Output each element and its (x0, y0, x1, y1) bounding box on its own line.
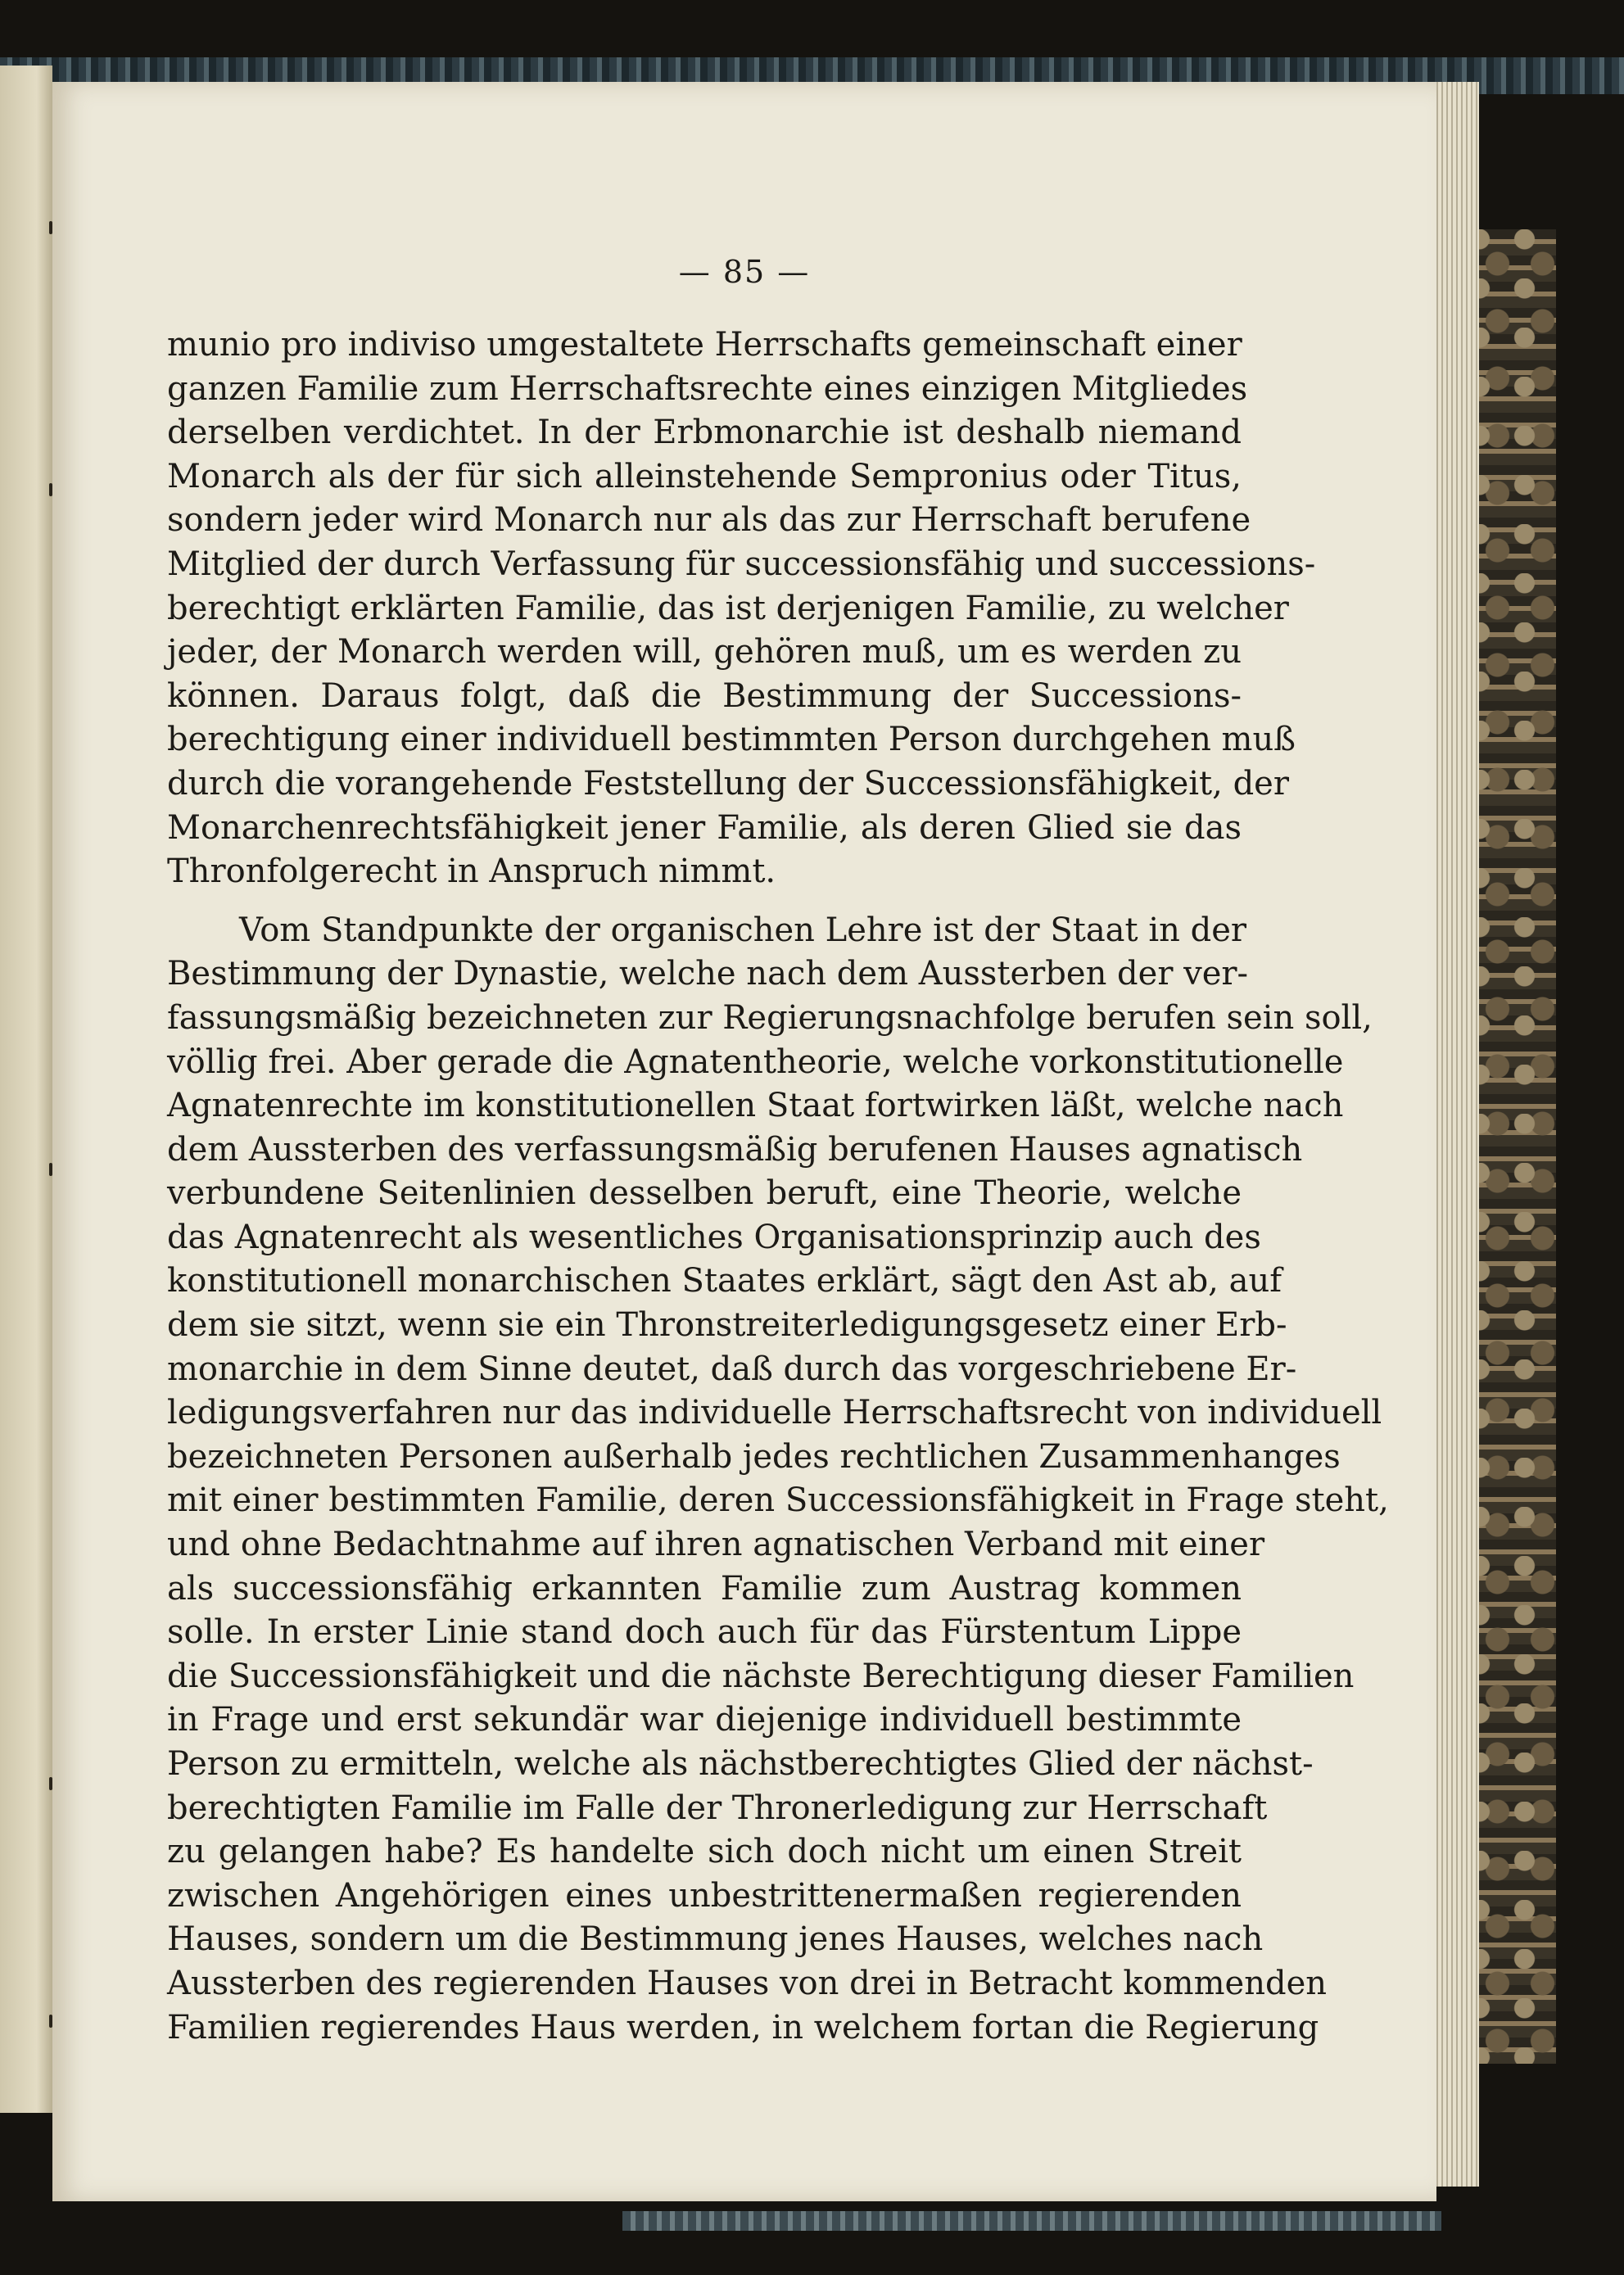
text-line: und ohne Bedachtnahme auf ihren agnatischen Verband mit einer (167, 1526, 1265, 1564)
paragraph-1 (167, 323, 1316, 894)
text-line: konstitutionell monarchischen Staates erklärt, sägt den Ast ab, auf (167, 1262, 1282, 1300)
text-line: dem sie sitzt, wenn sie ein Thronstreiterledigungsgesetz einer Erb- (167, 1306, 1287, 1345)
margin-mark (49, 221, 52, 234)
page-number: — 85 — (678, 254, 811, 290)
text-line: Familien regierendes Haus werden, in welchem fortan die Regierung (167, 2008, 1319, 2047)
text-line: durch die vorangehende Feststellung der Successionsfähigkeit, der (167, 764, 1289, 803)
text-line: berechtigung einer individuell bestimmten Person durchgehen muß (167, 721, 1296, 759)
text-line: die Successionsfähigkeit und die nächste Berechtigung dieser Familien (167, 1657, 1355, 1695)
text-line: Aussterben des regierenden Hauses von drei in Betracht kommenden (167, 1964, 1327, 2002)
book-cover-bottom-edge (622, 2211, 1441, 2231)
marbled-book-edge (1466, 229, 1556, 2064)
text-line: völlig frei. Aber gerade die Agnatentheorie, welche vorkonstitutionelle (167, 1043, 1344, 1081)
text-line: monarchie in dem Sinne deutet, daß durch das vorgeschriebene Er- (167, 1350, 1297, 1388)
text-line: Thronfolgerecht in Anspruch nimmt. (167, 853, 776, 891)
text-line: in Frage und erst sekundär war diejenige individuell bestimmte (167, 1701, 1242, 1739)
page-body-text (167, 323, 1389, 2050)
margin-mark (49, 483, 52, 496)
text-line: das Agnatenrecht als wesentliches Organisationsprinzip auch des (167, 1218, 1261, 1256)
text-line: können. Daraus folgt, daß die Bestimmung der Successions- (167, 676, 1242, 715)
text-line: sondern jeder wird Monarch nur als das zur Herrschaft berufene (167, 501, 1251, 540)
text-line: solle. In erster Linie stand doch auch für das Fürstentum Lippe (167, 1613, 1242, 1652)
book-page (52, 82, 1436, 2201)
text-line: Monarch als der für sich alleinstehende Sempronius oder Titus, (167, 457, 1242, 495)
text-line: Mitglied der durch Verfassung für successionsfähig und successions- (167, 545, 1316, 583)
text-line: munio pro indiviso umgestaltete Herrschafts gemeinschaft einer (167, 326, 1242, 364)
text-line: Bestimmung der Dynastie, welche nach dem Aussterben der ver- (167, 955, 1249, 993)
text-line: ganzen Familie zum Herrschaftsrechte eines einzigen Mitgliedes (167, 369, 1248, 408)
text-line: fassungsmäßig bezeichneten zur Regierungsnachfolge berufen sein soll, (167, 998, 1373, 1037)
text-line: verbundene Seitenlinien desselben beruft, eine Theorie, welche (167, 1174, 1242, 1213)
text-line: Hauses, sondern um die Bestimmung jenes Hauses, welches nach (167, 1920, 1264, 1959)
page-stack-edges (1433, 82, 1479, 2187)
text-line: Vom Standpunkte der organischen Lehre ist der Staat in der (239, 911, 1246, 949)
text-line: als successionsfähig erkannten Familie zum Austrag kommen (167, 1569, 1242, 1608)
text-line: mit einer bestimmten Familie, deren Successionsfähigkeit in Frage steht, (167, 1481, 1389, 1520)
text-line: Person zu ermitteln, welche als nächstberechtigtes Glied der nächst- (167, 1745, 1314, 1783)
paragraph-2 (167, 909, 1389, 2050)
text-line: dem Aussterben des verfassungsmäßig berufenen Hauses agnatisch (167, 1130, 1303, 1169)
text-line: jeder, der Monarch werden will, gehören muß, um es werden zu (167, 633, 1242, 672)
text-line: zu gelangen habe? Es handelte sich doch nicht um einen Streit (167, 1833, 1242, 1871)
text-line: zwischen Angehörigen eines unbestrittenermaßen regierenden (167, 1876, 1242, 1915)
margin-mark (49, 1163, 52, 1176)
text-line: bezeichneten Personen außerhalb jedes rechtlichen Zusammenhanges (167, 1437, 1341, 1476)
margin-mark (49, 2015, 52, 2028)
text-line: derselben verdichtet. In der Erbmonarchie ist deshalb niemand (167, 414, 1242, 452)
text-line: Monarchenrechtsfähigkeit jener Familie, als deren Glied sie das (167, 808, 1242, 847)
text-line: berechtigt erklärten Familie, das ist derjenigen Familie, zu welcher (167, 589, 1289, 627)
text-line: Agnatenrechte im konstitutionellen Staat fortwirken läßt, welche nach (167, 1087, 1344, 1125)
text-line: berechtigten Familie im Falle der Thronerledigung zur Herrschaft (167, 1789, 1268, 1827)
facing-page-edge (0, 66, 52, 2113)
margin-mark (49, 1777, 52, 1790)
text-line: ledigungsverfahren nur das individuelle Herrschaftsrecht von individuell (167, 1394, 1382, 1432)
